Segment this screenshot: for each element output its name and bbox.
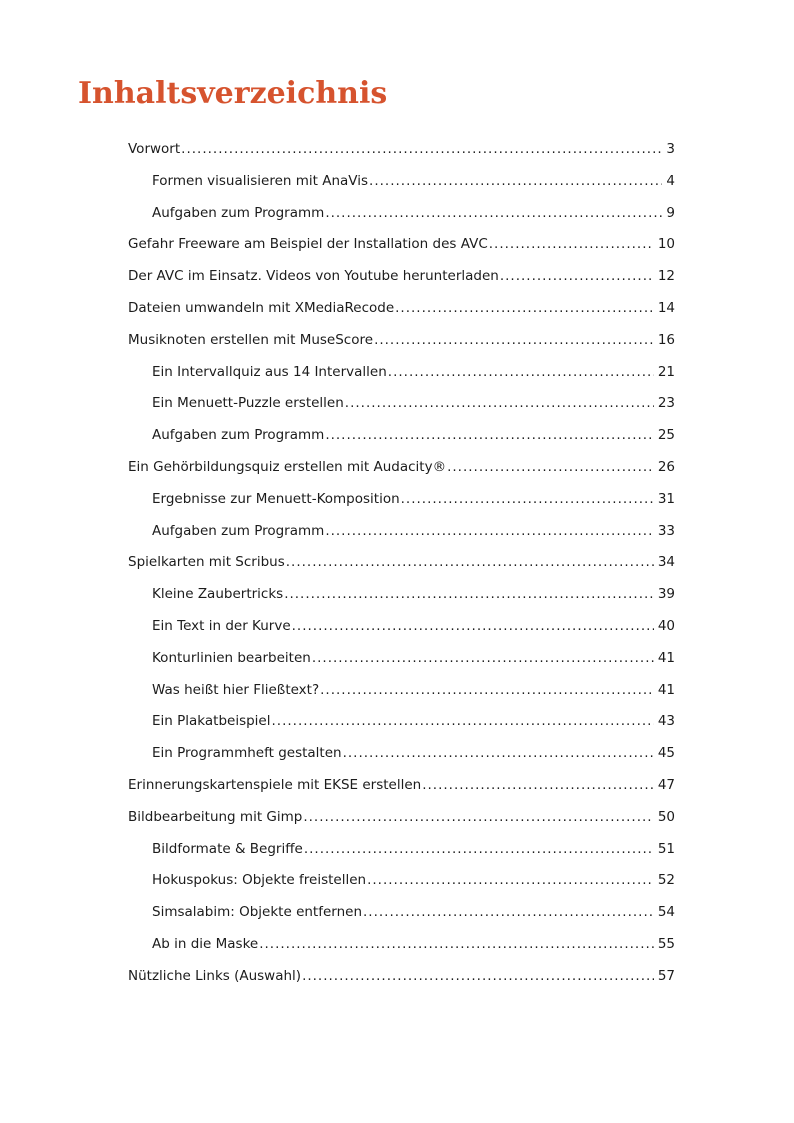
toc-entry-label: Simsalabim: Objekte entfernen bbox=[152, 904, 363, 921]
toc-leader-dots bbox=[312, 650, 654, 666]
toc-entry-label: Ab in die Maske bbox=[152, 935, 259, 952]
toc-leader-dots bbox=[271, 713, 653, 729]
toc-page-number: 41 bbox=[657, 649, 675, 666]
toc-entry-label: Spielkarten mit Scribus bbox=[128, 554, 285, 571]
toc-leader-dots bbox=[374, 332, 654, 348]
toc-entry[interactable] bbox=[128, 650, 675, 682]
toc-leader-dots bbox=[325, 205, 662, 221]
toc-entry-label: Hokuspokus: Objekte freistellen bbox=[152, 872, 367, 889]
toc-entry[interactable] bbox=[128, 205, 675, 237]
toc-entry-label: Dateien umwandeln mit XMediaRecode bbox=[128, 299, 395, 316]
toc-page-number: 3 bbox=[666, 141, 675, 157]
toc-entry-label: Der AVC im Einsatz. Videos von Youtube herunterladen bbox=[128, 268, 499, 285]
toc-entry[interactable] bbox=[128, 841, 675, 873]
toc-entry[interactable] bbox=[128, 968, 675, 1000]
toc-entry[interactable] bbox=[128, 936, 675, 968]
toc-page-number: 23 bbox=[657, 395, 675, 412]
toc-entry[interactable] bbox=[128, 904, 675, 936]
toc-entry[interactable] bbox=[128, 713, 675, 745]
toc-entry[interactable] bbox=[128, 618, 675, 650]
toc-leader-dots bbox=[304, 841, 654, 857]
toc-entry-label: Bildformate & Begriffe bbox=[152, 840, 303, 857]
toc-page-number: 33 bbox=[657, 522, 675, 539]
toc-page-number: 41 bbox=[657, 681, 675, 698]
toc-entry[interactable] bbox=[128, 300, 675, 332]
toc-entry[interactable] bbox=[128, 268, 675, 300]
toc-page-number: 26 bbox=[657, 458, 675, 475]
toc-leader-dots bbox=[447, 459, 654, 475]
toc-entry-label: Ein Intervallquiz aus 14 Intervallen bbox=[152, 363, 387, 380]
toc-entry[interactable] bbox=[128, 777, 675, 809]
toc-entry[interactable] bbox=[128, 395, 675, 427]
toc-leader-dots bbox=[292, 618, 654, 634]
toc-page-number: 45 bbox=[657, 745, 675, 762]
toc-entry[interactable] bbox=[128, 459, 675, 491]
toc-entry[interactable] bbox=[128, 682, 675, 714]
toc-entry-label: Was heißt hier Fließtext? bbox=[152, 681, 320, 698]
toc-leader-dots bbox=[181, 141, 662, 157]
toc-entry-label: Aufgaben zum Programm bbox=[152, 427, 325, 444]
toc-page-number: 54 bbox=[657, 904, 675, 921]
toc-entry-label: Bildbearbeitung mit Gimp bbox=[128, 808, 303, 825]
toc-page-number: 16 bbox=[657, 331, 675, 348]
toc-entry-label: Ein Menuett-Puzzle erstellen bbox=[152, 395, 344, 412]
toc-page-number: 31 bbox=[657, 490, 675, 507]
toc-page-number: 21 bbox=[657, 363, 675, 380]
toc-leader-dots bbox=[395, 300, 654, 316]
toc-page-number: 40 bbox=[657, 617, 675, 634]
toc-entry-label: Aufgaben zum Programm bbox=[152, 522, 325, 539]
toc-entry[interactable] bbox=[128, 427, 675, 459]
toc-entry-label: Ein Plakatbeispiel bbox=[152, 713, 271, 730]
toc-leader-dots bbox=[320, 682, 654, 698]
toc-page-number: 9 bbox=[666, 204, 675, 221]
toc-leader-dots bbox=[500, 268, 654, 284]
toc-entry-label: Ein Gehörbildungsquiz erstellen mit Audacity® bbox=[128, 458, 447, 475]
toc-entry-label: Ergebnisse zur Menuett-Komposition bbox=[152, 490, 400, 507]
toc-leader-dots bbox=[303, 809, 653, 825]
toc-entry-label: Erinnerungskartenspiele mit EKSE erstellen bbox=[128, 776, 422, 793]
toc-entry-label: Vorwort bbox=[128, 141, 181, 157]
toc-entry[interactable] bbox=[128, 364, 675, 396]
toc-leader-dots bbox=[284, 586, 654, 602]
toc-page-number: 14 bbox=[657, 299, 675, 316]
toc-page-number: 39 bbox=[657, 586, 675, 603]
toc-leader-dots bbox=[343, 745, 654, 761]
toc-page-number: 57 bbox=[657, 967, 675, 984]
toc-leader-dots bbox=[325, 523, 654, 539]
toc-entry-label: Musiknoten erstellen mit MuseScore bbox=[128, 331, 374, 348]
toc-entry-label: Konturlinien bearbeiten bbox=[152, 649, 311, 666]
toc-entry[interactable] bbox=[128, 872, 675, 904]
toc-entry-label: Ein Programmheft gestalten bbox=[152, 745, 342, 762]
page-title: Inhaltsverzeichnis bbox=[78, 76, 388, 111]
toc-leader-dots bbox=[367, 872, 654, 888]
toc-page-number: 10 bbox=[657, 236, 675, 253]
toc-entry[interactable] bbox=[128, 809, 675, 841]
toc-leader-dots bbox=[489, 236, 654, 252]
toc-entry[interactable] bbox=[128, 586, 675, 618]
toc-entry[interactable] bbox=[128, 173, 675, 205]
toc-entry-label: Kleine Zaubertricks bbox=[152, 586, 284, 603]
toc-entry-label: Gefahr Freeware am Beispiel der Installation des AVC bbox=[128, 236, 488, 253]
toc-entry[interactable] bbox=[128, 236, 675, 268]
toc-page-number: 12 bbox=[657, 268, 675, 285]
toc-entry[interactable] bbox=[128, 745, 675, 777]
toc-leader-dots bbox=[259, 936, 654, 952]
toc-entry[interactable] bbox=[128, 332, 675, 364]
toc-entry-label: Aufgaben zum Programm bbox=[152, 204, 325, 221]
toc-page-number: 4 bbox=[666, 172, 675, 189]
toc-entry-label: Nützliche Links (Auswahl) bbox=[128, 967, 302, 984]
toc-leader-dots bbox=[401, 491, 654, 507]
toc-page-number: 51 bbox=[657, 840, 675, 857]
toc-page-number: 52 bbox=[657, 872, 675, 889]
toc-page-number: 47 bbox=[657, 776, 675, 793]
toc-leader-dots bbox=[325, 427, 654, 443]
toc-list bbox=[128, 141, 675, 1000]
toc-entry[interactable] bbox=[128, 523, 675, 555]
toc-leader-dots bbox=[369, 173, 662, 189]
toc-leader-dots bbox=[286, 554, 654, 570]
toc-leader-dots bbox=[345, 395, 654, 411]
toc-page-number: 50 bbox=[657, 808, 675, 825]
toc-entry[interactable] bbox=[128, 491, 675, 523]
toc-entry[interactable] bbox=[128, 141, 675, 173]
toc-entry-label: Formen visualisieren mit AnaVis bbox=[152, 172, 369, 189]
toc-leader-dots bbox=[422, 777, 654, 793]
toc-page-number: 43 bbox=[657, 713, 675, 730]
toc-entry-label: Ein Text in der Kurve bbox=[152, 617, 291, 634]
toc-page-number: 25 bbox=[657, 427, 675, 444]
toc-leader-dots bbox=[302, 968, 654, 984]
toc-entry[interactable] bbox=[128, 554, 675, 586]
toc-leader-dots bbox=[388, 364, 654, 380]
toc-page-number: 55 bbox=[657, 935, 675, 952]
toc-page-number: 34 bbox=[657, 554, 675, 571]
toc-leader-dots bbox=[363, 904, 654, 920]
